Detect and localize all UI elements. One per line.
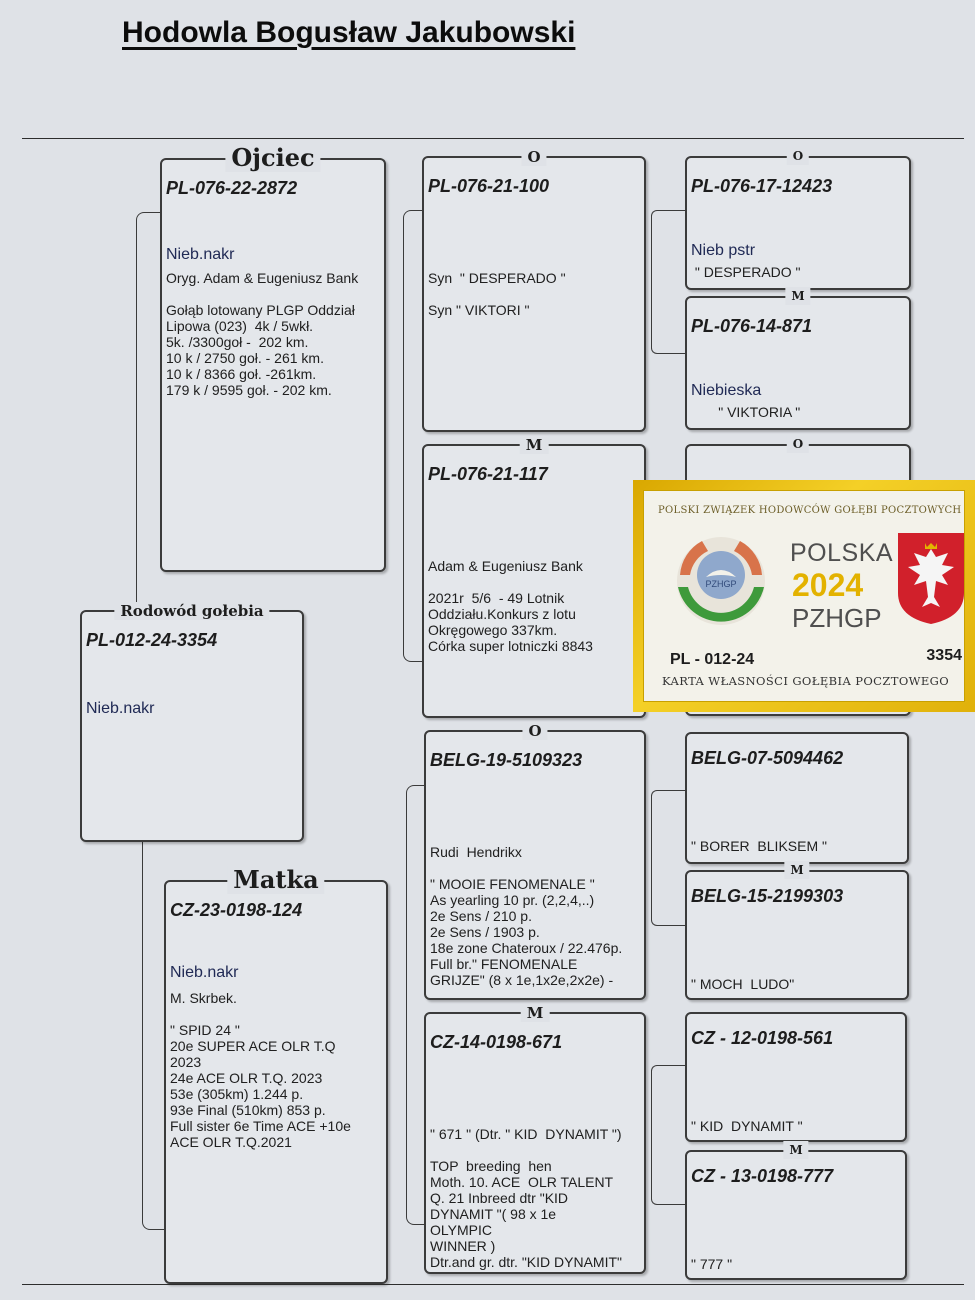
card-organization: POLSKI ZWIĄZEK HODOWCÓW GOŁĘBI POCZTOWYCH bbox=[658, 505, 962, 516]
mother-sire-box bbox=[424, 722, 646, 1000]
pigeon-box bbox=[80, 602, 304, 842]
svg-text:PZHGP: PZHGP bbox=[705, 579, 737, 589]
mother-sire-notes: Rudi Hendrikx " MOOIE FENOMENALE " As yearling 10 pr. (2,2,4,..) 2e Sens / 210 p. 2e Sens / 1903 p. 18e zone Chateroux / 22.476p. Full br." FENOMENALE GRIJZE" (8 x 1e,1x2e,2x2e) - bbox=[430, 844, 623, 988]
mother-label: Matka bbox=[227, 866, 324, 894]
mother-dam-ring: CZ-14-0198-671 bbox=[430, 1032, 563, 1052]
mother-notes: M. Skrbek. " SPID 24 " 20e SUPER ACE OLR T.Q 2023 24e ACE OLR T.Q. 2023 53e (305km) 1.244 p. 93e Final (510km) 853 p. Full sister 6e Time ACE +10e ACE OLR T.Q.2021 bbox=[170, 990, 351, 1150]
mother-dam-notes: " 671 " (Dtr. " KID DYNAMIT ") TOP breeding hen Moth. 10. ACE OLR TALENT Q. 21 Inbreed dtr "KID DYNAMIT "( 98 x 1e OLYMPIC WINNER ) Dtr.and gr. dtr. "KID DYNAMIT" bbox=[430, 1126, 622, 1270]
father-sire-box bbox=[422, 148, 646, 432]
card-ring-serial: 3354 bbox=[926, 647, 962, 664]
mother-sire-sire-box bbox=[685, 732, 909, 864]
mother-ring: CZ-23-0198-124 bbox=[170, 900, 303, 920]
connector-mss bbox=[651, 790, 685, 868]
connector-mother-dam bbox=[406, 1007, 424, 1225]
pigeon-ring: PL-012-24-3354 bbox=[86, 630, 218, 650]
father-dam-box bbox=[422, 436, 646, 718]
header-divider bbox=[22, 138, 964, 139]
mother-dam-label: M bbox=[521, 1004, 550, 1022]
father-sire-sire-notes: " DESPERADO " bbox=[691, 264, 801, 280]
mother-box bbox=[164, 865, 388, 1284]
mother-dam-box bbox=[424, 1004, 646, 1274]
father-sire-sire-color: Nieb pstr bbox=[691, 242, 756, 259]
connector-mother bbox=[142, 842, 164, 1230]
father-color: Nieb.nakr bbox=[166, 246, 235, 263]
connector-msd bbox=[651, 868, 685, 926]
father-sire-dam-label: M bbox=[785, 287, 810, 305]
connector-father bbox=[136, 212, 162, 614]
connector-father-dam bbox=[403, 440, 423, 662]
father-dam-ring: PL-076-21-117 bbox=[428, 464, 548, 484]
mother-sire-dam-box bbox=[685, 863, 909, 1000]
mother-sire-dam-notes: " MOCH LUDO" bbox=[691, 976, 795, 992]
mother-sire-dam-label: M bbox=[784, 861, 809, 879]
father-sire-sire-label: O bbox=[787, 147, 809, 165]
card-ring-number: PL - 012-24 bbox=[670, 651, 755, 668]
pzhgp-emblem-icon bbox=[662, 529, 780, 629]
father-dam-notes: Adam & Eugeniusz Bank 2021r 5/6 - 49 Lotnik Oddziału.Konkurs z lotu Okręgowego 337km. Córka super lotniczki 8843 bbox=[428, 558, 593, 654]
mother-dam-dam-label: M bbox=[783, 1141, 808, 1159]
pigeon-label: Rodowód gołebia bbox=[114, 602, 269, 620]
father-sire-dam-notes: " VIKTORIA " bbox=[691, 404, 801, 420]
card-polska: POLSKA bbox=[790, 539, 894, 567]
father-sire-dam-color: Niebieska bbox=[691, 382, 762, 399]
father-sire-label: O bbox=[521, 148, 546, 166]
father-ring: PL-076-22-2872 bbox=[166, 178, 298, 198]
mother-sire-sire-ring: BELG-07-5094462 bbox=[691, 748, 844, 768]
ownership-card bbox=[633, 480, 975, 712]
card-caption: KARTA WŁASNOŚCI GOŁĘBIA POCZTOWEGO bbox=[662, 674, 950, 688]
father-dam-label: M bbox=[520, 436, 549, 454]
connector-fsd bbox=[651, 294, 685, 354]
footer-divider bbox=[22, 1284, 964, 1285]
mother-sire-dam-ring: BELG-15-2199303 bbox=[691, 886, 844, 906]
father-box bbox=[160, 143, 386, 572]
mother-sire-sire-notes: " BORER BLIKSEM " bbox=[691, 838, 827, 854]
mother-sire-ring: BELG-19-5109323 bbox=[430, 750, 583, 770]
father-dam-sire-label: O bbox=[787, 435, 809, 453]
father-sire-dam-box bbox=[685, 289, 911, 430]
father-sire-sire-ring: PL-076-17-12423 bbox=[691, 176, 833, 196]
father-sire-dam-ring: PL-076-14-871 bbox=[691, 316, 813, 336]
mother-color: Nieb.nakr bbox=[170, 964, 239, 981]
pigeon-color: Nieb.nakr bbox=[86, 700, 155, 717]
page-title: Hodowla Bogusław Jakubowski bbox=[122, 16, 576, 49]
card-pzhgp: PZHGP bbox=[792, 603, 882, 633]
connector-mds bbox=[651, 1065, 685, 1145]
mother-dam-sire-box bbox=[685, 1012, 907, 1142]
father-notes: Oryg. Adam & Eugeniusz Bank Gołąb lotowany PLGP Oddział Lipowa (023) 4k / 5wkł. 5k. /3300goł - 202 km. 10 k / 2750 goł. - 261 km. 10 k / 8366 goł. -261km. 179 k / 9595 goł. - 202 km. bbox=[166, 270, 359, 398]
connector-father-sire bbox=[403, 210, 423, 440]
mother-dam-dam-ring: CZ - 13-0198-777 bbox=[691, 1166, 834, 1186]
white-eagle-icon bbox=[896, 531, 966, 626]
mother-dam-dam-box bbox=[685, 1143, 907, 1280]
father-sire-sire-box bbox=[685, 149, 911, 290]
mother-sire-label: O bbox=[522, 722, 547, 740]
connector-fss bbox=[651, 210, 685, 294]
father-sire-ring: PL-076-21-100 bbox=[428, 176, 550, 196]
mother-dam-dam-notes: " 777 " bbox=[691, 1256, 733, 1272]
father-sire-notes: Syn " DESPERADO " Syn " VIKTORI " bbox=[428, 270, 566, 318]
card-year: 2024 bbox=[792, 567, 864, 603]
mother-dam-sire-notes: " KID DYNAMIT " bbox=[691, 1118, 803, 1134]
connector-mdd bbox=[651, 1145, 685, 1205]
mother-dam-sire-ring: CZ - 12-0198-561 bbox=[691, 1028, 834, 1048]
connector-mother-sire bbox=[406, 785, 424, 1007]
father-label: Ojciec bbox=[225, 144, 320, 172]
